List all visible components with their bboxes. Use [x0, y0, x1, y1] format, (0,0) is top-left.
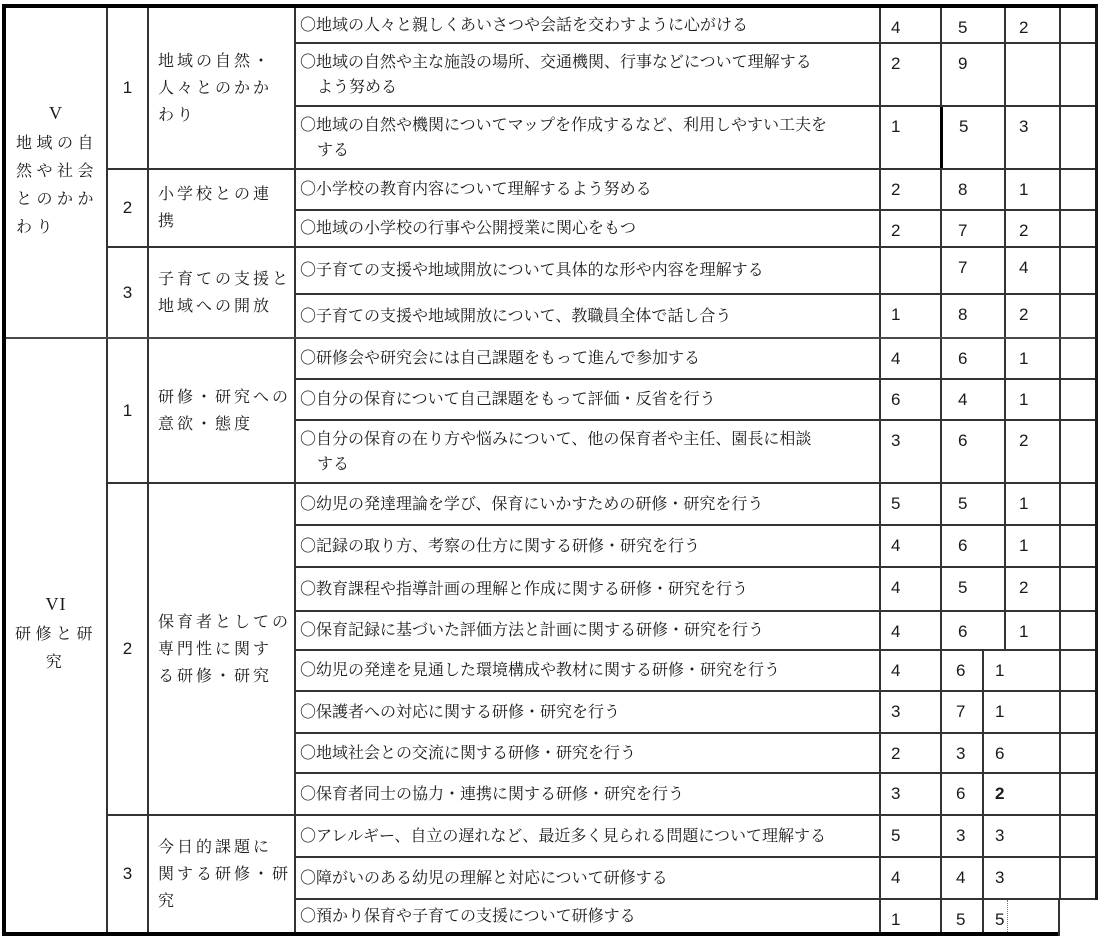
item-text: 〇自分の保育について自己課題をもって評価・反省を行う	[300, 391, 716, 408]
item-cell	[296, 8, 879, 42]
count-cell-3: 4	[1004, 248, 1059, 293]
subcategory-number: 1	[108, 8, 149, 168]
subcategory-cell	[149, 248, 296, 337]
subcategory-cell	[149, 816, 296, 932]
item-text: 〇地域社会との交流に関する研修・研究を行う	[300, 744, 637, 762]
subcategory-label: 小学校との連 携	[158, 186, 273, 230]
count-cell-2: 5	[940, 484, 1004, 524]
count-cell-2: 8	[940, 295, 1004, 337]
count-cell-4	[1059, 484, 1095, 524]
table-row	[296, 378, 1095, 419]
item-cell	[296, 295, 879, 337]
section-numeral: V	[49, 103, 63, 123]
count-cell-2: 7	[940, 211, 1004, 246]
count-cell-4	[1059, 692, 1095, 732]
item-cell	[296, 107, 879, 168]
item-cell	[296, 612, 879, 649]
count-cell-1: 3	[879, 692, 940, 732]
count-cell-4	[1059, 339, 1095, 378]
count-cell-4	[1059, 380, 1095, 419]
count-cell-2: 6	[940, 774, 982, 814]
section-name: 地域の自 然や社会 とのかか わり	[16, 135, 99, 236]
count-cell-4	[1059, 526, 1095, 566]
item-text: 〇地域の自然や機関についてマップを作成するなど、利用しやすい工夫を する	[300, 116, 828, 159]
count-cell-4	[1059, 774, 1095, 814]
bottom-right-notch	[1058, 900, 1098, 936]
section-header	[6, 8, 108, 337]
item-cell	[296, 170, 879, 209]
item-text: 〇教育課程や指導計画の理解と作成に関する研修・研究を行う	[300, 580, 749, 598]
subcategory-block	[108, 482, 1095, 814]
item-text: 〇子育ての支援や地域開放について具体的な形や内容を理解する	[300, 262, 764, 279]
table-row	[296, 42, 1095, 105]
count-cell-4	[1059, 170, 1095, 209]
table-row	[296, 248, 1095, 293]
item-cell	[296, 484, 879, 524]
subcategory-label: 今日的課題に 関する研修・研 究	[158, 838, 292, 910]
item-text: 〇研修会や研究会には自己課題をもって進んで参加する	[300, 350, 701, 367]
count-cell-2: 6	[940, 339, 1004, 378]
count-cell-2: 4	[940, 380, 1004, 419]
count-cell-1: 3	[879, 421, 940, 482]
count-cell-2: 5	[940, 568, 1004, 610]
subcategory-label: 子育ての支援と 地域への開放	[158, 270, 292, 315]
subcategory-block	[108, 8, 1095, 168]
section-vi	[6, 337, 1095, 932]
table-row	[296, 8, 1095, 42]
count-cell-3: 2	[982, 774, 1059, 814]
rows-group	[296, 484, 1095, 814]
subcategory-cell	[149, 339, 296, 482]
count-cell-1: 1	[879, 900, 940, 932]
count-cell-2: 9	[940, 44, 1004, 105]
item-text: 〇地域の小学校の行事や公開授業に関心をもつ	[300, 220, 637, 237]
section-v	[6, 8, 1095, 337]
count-cell-3: 3	[982, 816, 1059, 856]
subcategory-block	[108, 246, 1095, 337]
subcategory-label: 地域の自然・ 人々とのかか わり	[158, 52, 273, 124]
count-cell-3: 1	[1004, 339, 1059, 378]
item-cell	[296, 44, 879, 105]
count-cell-4	[1059, 651, 1095, 690]
count-cell-3: 3	[1004, 107, 1059, 168]
table-row	[296, 293, 1095, 337]
table-row	[296, 732, 1095, 772]
count-cell-2: 3	[940, 816, 982, 856]
item-text: 〇保育記録に基づいた評価方法と計画に関する研修・研究を行う	[300, 622, 765, 639]
count-cell-4	[1059, 734, 1095, 772]
count-cell-1: 2	[879, 734, 940, 772]
count-cell-3: 2	[1004, 421, 1059, 482]
item-text: 〇預かり保育や子育ての支援について研修する	[300, 907, 636, 925]
count-cell-4	[1059, 211, 1095, 246]
subcategory-number: 3	[108, 816, 149, 932]
table-row	[296, 610, 1095, 649]
item-text: 〇自分の保育の在り方や悩みについて、他の保育者や主任、園長に相談 する	[300, 430, 812, 473]
table-row	[296, 170, 1095, 209]
item-cell	[296, 858, 879, 898]
count-cell-3	[1004, 44, 1059, 105]
count-cell-4	[1059, 421, 1095, 482]
count-cell-1: 4	[879, 612, 940, 649]
count-cell-1: 4	[879, 568, 940, 610]
count-cell-2: 7	[940, 692, 982, 732]
subcategory-number: 2	[108, 170, 149, 246]
section-body	[108, 339, 1095, 932]
count-cell-3: 1	[1004, 484, 1059, 524]
count-cell-1: 5	[879, 484, 940, 524]
item-cell	[296, 734, 879, 772]
count-cell-4	[1059, 8, 1095, 42]
item-cell	[296, 774, 879, 814]
table-row	[296, 772, 1095, 814]
count-cell-4	[1059, 44, 1095, 105]
subcategory-number: 2	[108, 484, 149, 814]
table-row	[296, 856, 1095, 898]
rows-group	[296, 339, 1095, 482]
subcategory-cell	[149, 170, 296, 246]
subcategory-block	[108, 814, 1095, 932]
count-cell-4	[1059, 816, 1095, 856]
count-cell-4	[1059, 568, 1095, 610]
rows-group	[296, 8, 1095, 168]
section-body	[108, 8, 1095, 337]
count-cell-1: 4	[879, 858, 940, 898]
count-cell-2: 6	[940, 651, 982, 690]
table-row	[296, 419, 1095, 482]
item-cell	[296, 651, 879, 690]
rows-group	[296, 248, 1095, 337]
table-row	[296, 898, 1095, 932]
count-cell-3: 5	[982, 900, 1059, 932]
count-cell-1	[879, 248, 940, 293]
count-cell-2: 3	[940, 734, 982, 772]
section-numeral: VI	[45, 594, 67, 614]
item-text: 〇小学校の教育内容について理解するよう努める	[300, 181, 652, 198]
subcategory-block	[108, 168, 1095, 246]
evaluation-table	[2, 4, 1098, 936]
table-row	[296, 690, 1095, 732]
count-cell-2: 5	[940, 900, 982, 932]
item-text: 〇記録の取り方、考察の仕方に関する研修・研究を行う	[300, 537, 701, 555]
item-cell	[296, 526, 879, 566]
count-cell-3: 2	[1004, 8, 1059, 42]
count-cell-1: 1	[879, 295, 940, 337]
count-cell-1: 5	[879, 816, 940, 856]
count-cell-3: 3	[982, 858, 1059, 898]
count-cell-1: 4	[879, 526, 940, 566]
rows-group	[296, 816, 1095, 932]
count-cell-3: 1	[982, 651, 1059, 690]
item-text: 〇地域の自然や主な施設の場所、交通機関、行事などについて理解する よう努める	[300, 53, 812, 96]
count-cell-1: 6	[879, 380, 940, 419]
count-cell-3: 1	[1004, 170, 1059, 209]
count-cell-4	[1059, 858, 1095, 898]
count-cell-3: 6	[982, 734, 1059, 772]
count-cell-2: 5	[940, 8, 1004, 42]
count-cell-2: 6	[940, 421, 1004, 482]
count-cell-3: 1	[1004, 526, 1059, 566]
count-cell-4	[1059, 248, 1095, 293]
count-cell-2: 7	[940, 248, 1004, 293]
item-cell	[296, 421, 879, 482]
count-cell-4	[1059, 612, 1095, 649]
count-cell-1: 4	[879, 8, 940, 42]
item-cell	[296, 692, 879, 732]
count-cell-3: 1	[982, 692, 1059, 732]
count-cell-3: 1	[1004, 612, 1059, 649]
count-cell-2: 6	[940, 526, 1004, 566]
section-header	[6, 339, 108, 932]
item-text: 〇保育者同士の協力・連携に関する研修・研究を行う	[300, 785, 685, 803]
count-cell-1: 3	[879, 774, 940, 814]
table-row	[296, 649, 1095, 690]
item-cell	[296, 816, 879, 856]
table-row	[296, 816, 1095, 856]
item-cell	[296, 248, 879, 293]
count-cell-1: 2	[879, 44, 940, 105]
count-cell-1: 2	[879, 170, 940, 209]
count-cell-3: 2	[1004, 211, 1059, 246]
table-row	[296, 524, 1095, 566]
section-name: 研修と研 究	[14, 626, 97, 671]
subcategory-number: 1	[108, 339, 149, 482]
item-text: 〇地域の人々と親しくあいさつや会話を交わすように心がける	[300, 16, 749, 34]
item-text: 〇幼児の発達理論を学び、保育にいかすための研修・研究を行う	[300, 495, 764, 513]
count-cell-1: 4	[879, 339, 940, 378]
item-text: 〇子育ての支援や地域開放について、教職員全体で話し合う	[300, 307, 732, 325]
count-cell-4	[1059, 295, 1095, 337]
table-row	[296, 209, 1095, 246]
subcategory-label: 保育者としての 専門性に関す る研修・研究	[158, 613, 292, 685]
count-cell-3: 2	[1004, 568, 1059, 610]
item-text: 〇障がいのある幼児の理解と対応について研修する	[300, 869, 668, 887]
item-cell	[296, 211, 879, 246]
rows-group	[296, 170, 1095, 246]
subcategory-cell	[149, 8, 296, 168]
item-text: 〇保護者への対応に関する研修・研究を行う	[300, 703, 621, 721]
count-cell-1: 4	[879, 651, 940, 690]
subcategory-block	[108, 339, 1095, 482]
table-row	[296, 566, 1095, 610]
item-text: 〇アレルギー、自立の遅れなど、最近多く見られる問題について理解する	[300, 827, 827, 845]
subcategory-label: 研修・研究への 意欲・態度	[158, 388, 292, 433]
count-cell-2: 6	[940, 612, 1004, 649]
item-cell	[296, 339, 879, 378]
table-row	[296, 484, 1095, 524]
count-cell-2: 4	[940, 858, 982, 898]
subcategory-cell	[149, 484, 296, 814]
count-cell-2: 8	[940, 170, 1004, 209]
count-cell-3: 2	[1004, 295, 1059, 337]
item-cell	[296, 380, 879, 419]
table-row	[296, 339, 1095, 378]
item-cell	[296, 900, 879, 932]
subcategory-number: 3	[108, 248, 149, 337]
count-cell-1: 2	[879, 211, 940, 246]
count-cell-3: 1	[1004, 380, 1059, 419]
item-text: 〇幼児の発達を見通した環境構成や教材に関する研修・研究を行う	[300, 662, 781, 679]
count-cell-1: 1	[879, 107, 940, 168]
item-cell	[296, 568, 879, 610]
count-cell-2: 5	[940, 107, 1004, 168]
count-cell-4	[1059, 107, 1095, 168]
table-row	[296, 105, 1095, 168]
